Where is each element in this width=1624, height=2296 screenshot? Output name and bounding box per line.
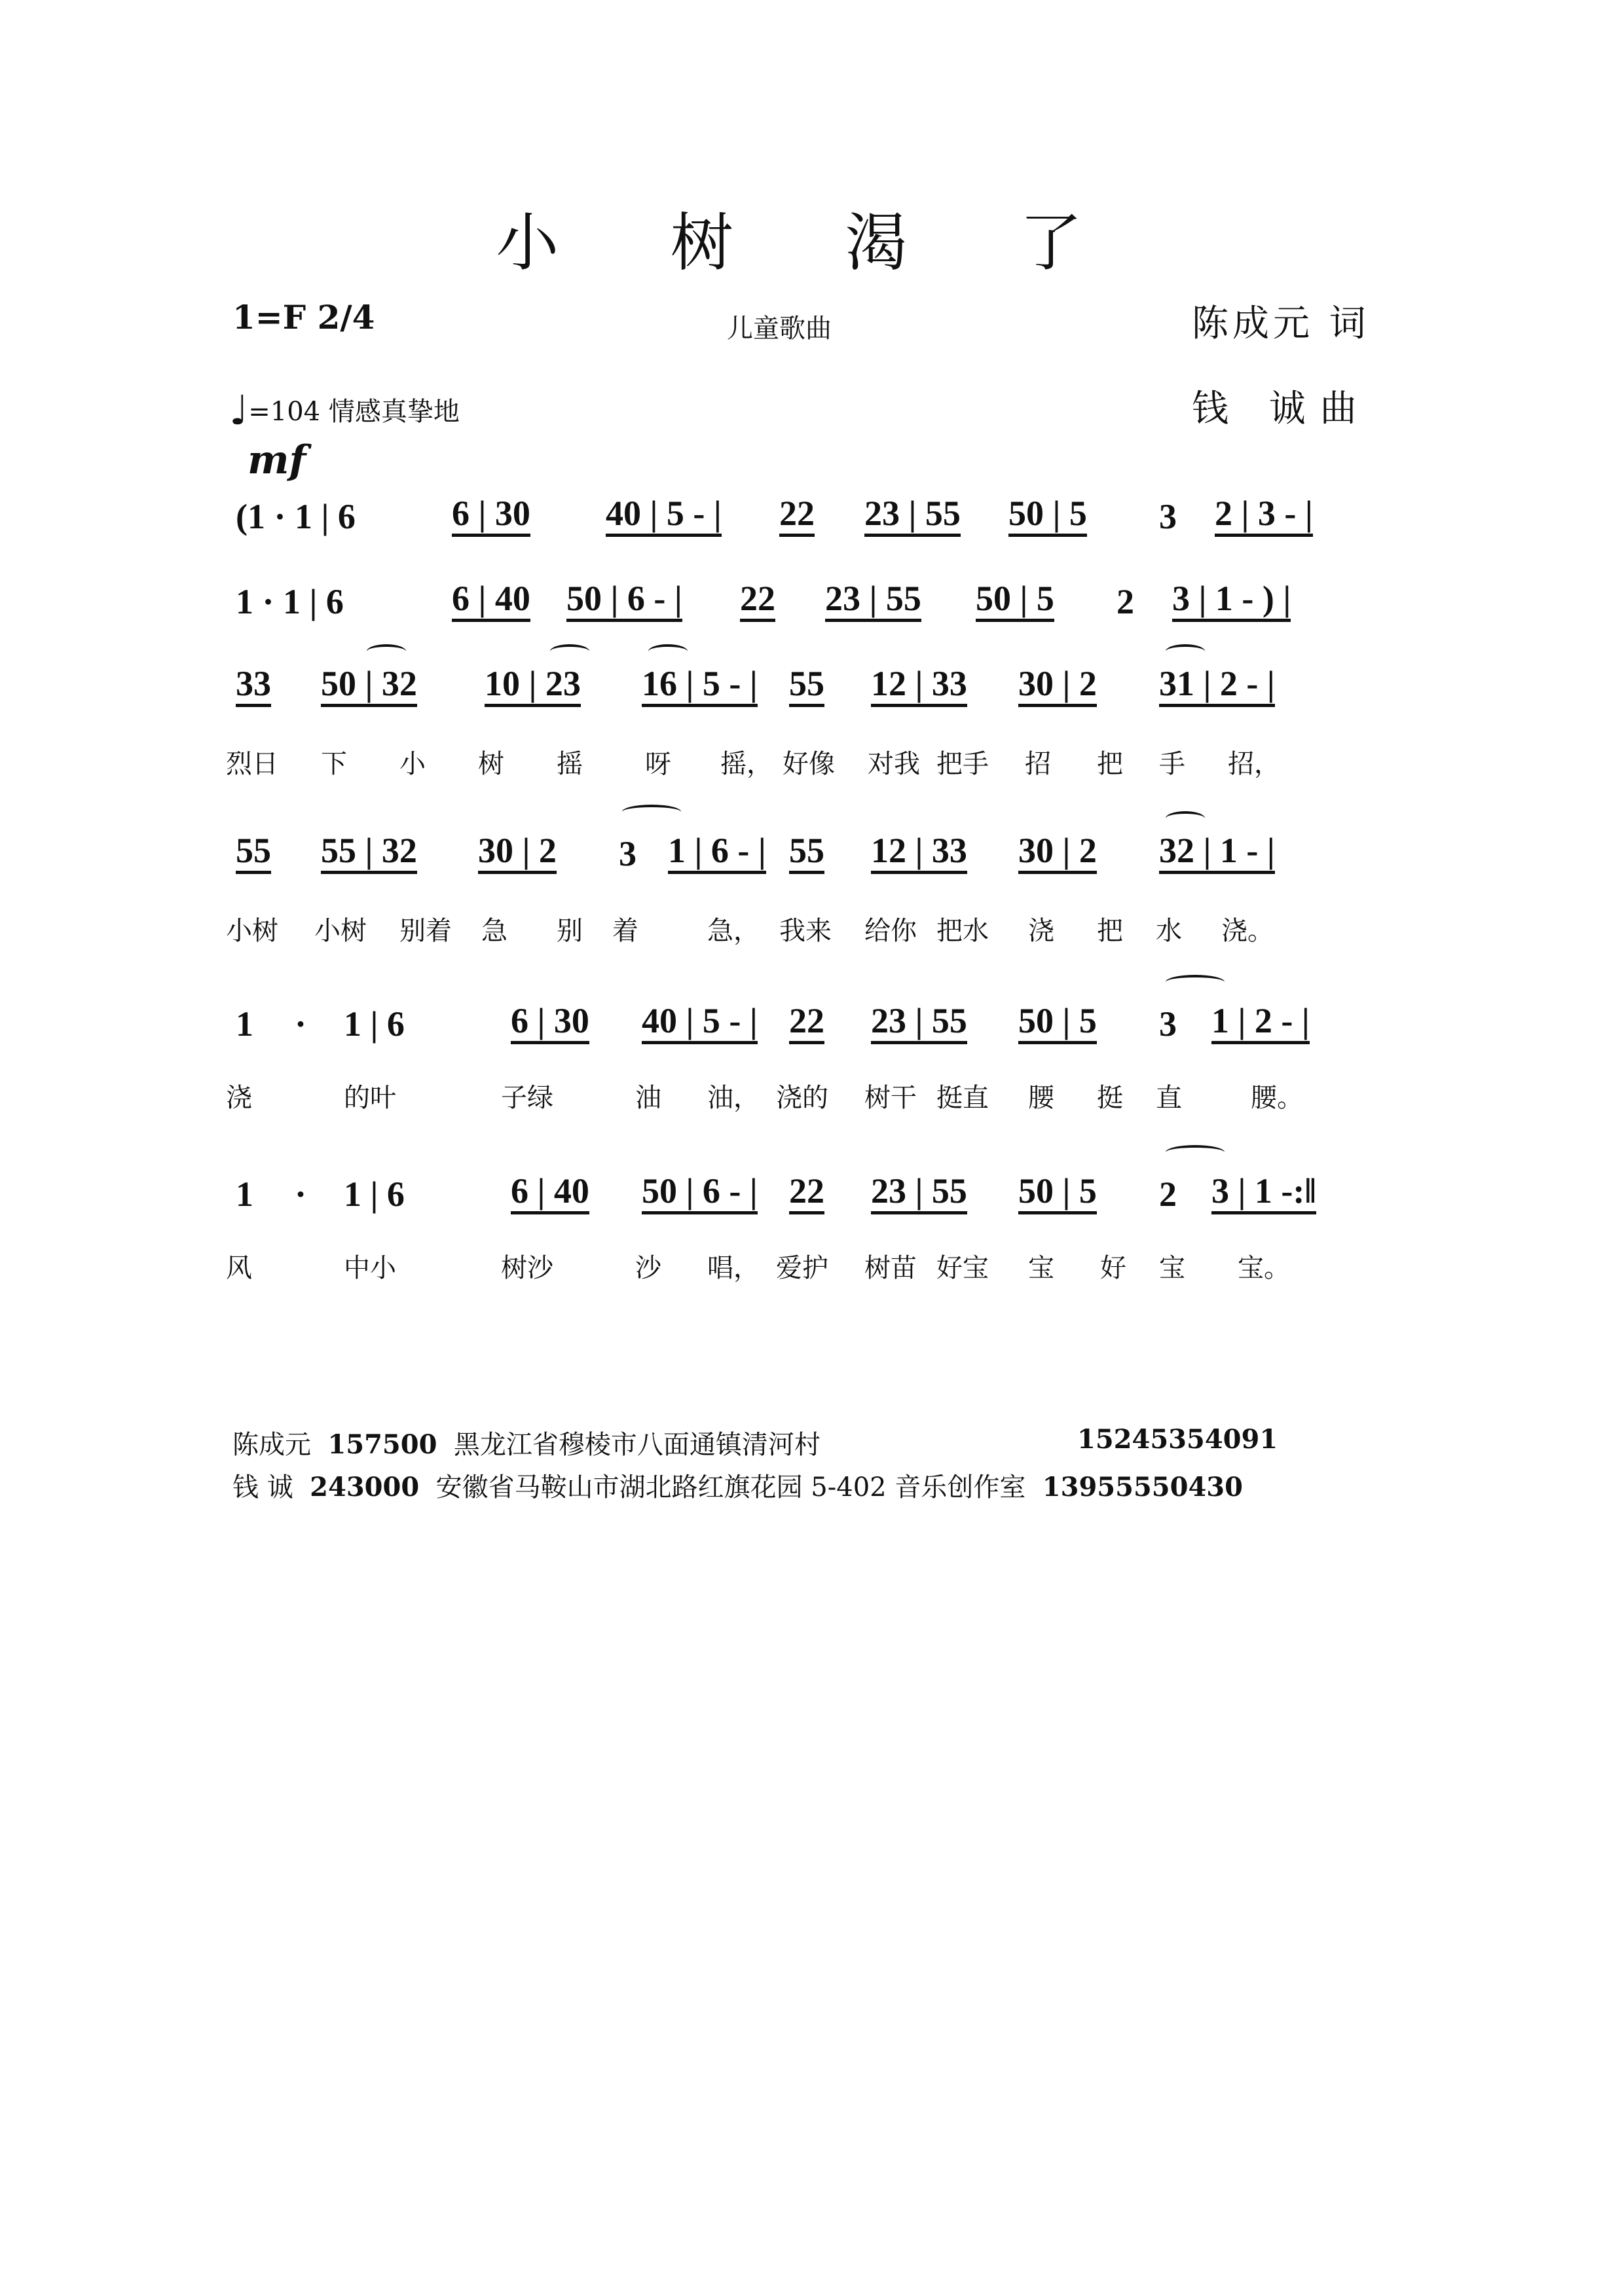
lyrics-verse-4 [226,1247,1378,1286]
lyrics-verse-2 [226,910,1378,949]
lyric-word: 油 [635,1083,661,1113]
score-token: 6 | 40 [452,579,530,622]
score-token: 3 | 1 -:‖ [1211,1172,1316,1214]
score-token: 3 | 1 - ) | [1172,579,1291,622]
lyric-word: 好宝 [936,1253,989,1283]
lyric-word: 浇。 [1221,916,1274,946]
contact-lyricist [232,1424,1278,1461]
slur-mark [550,644,589,659]
score-token: (1 · 1 | 6 [236,497,356,536]
score-token: 3 [1159,1004,1177,1044]
lyric-word: 的叶 [344,1083,396,1113]
score-line-4 [236,809,1375,874]
lyric-word: 招 [1025,749,1051,779]
lyric-word: 把水 [936,916,989,946]
lyric-word: 树干 [864,1083,917,1113]
song-title: 小 树 渴 了 [496,206,1128,280]
score-token: 1 [236,1004,253,1044]
lyric-word: 我来 [779,916,832,946]
score-token: 33 [236,665,271,707]
tempo-value: =104 [248,397,321,427]
score-line-6 [236,1149,1375,1214]
contact-phone: 13955550430 [1042,1472,1243,1503]
lyric-word: 腰 [1028,1083,1054,1113]
lyric-word: 挺直 [936,1083,989,1113]
slur-mark [1166,1145,1225,1159]
score-token: 1 · 1 | 6 [236,582,344,621]
lyric-word: 把 [1097,916,1123,946]
score-token: 50 | 6 - | [642,1172,758,1214]
lyric-word: 呀 [645,749,671,779]
lyric-word: 树 [478,749,504,779]
score-token: 40 | 5 - | [642,1002,758,1044]
score-token: 23 | 55 [825,579,921,622]
score-token: 30 | 2 [478,831,557,874]
score-token: 1 | 6 - | [668,831,766,874]
score-token: 40 | 5 - | [606,494,722,537]
score-token: 3 [1159,497,1177,536]
lyric-word: 小 [399,749,426,779]
score-token: 50 | 6 - | [566,579,682,622]
dynamic-marking: mf [248,437,306,483]
score-token: 30 | 2 [1018,831,1097,874]
score-token: 2 [1159,1175,1177,1214]
score-token: 6 | 30 [452,494,530,537]
lyric-word: 中小 [344,1253,396,1283]
score-token: 1 | 6 [344,1175,405,1214]
lyric-word: 浇 [226,1083,252,1113]
lyrics-verse-3 [226,1077,1378,1116]
tempo-marking [229,386,460,434]
lyric-word: 挺 [1097,1083,1123,1113]
score-token: 16 | 5 - | [642,665,758,707]
lyric-word: 爱护 [776,1253,828,1283]
score-token: 50 | 32 [321,665,417,707]
lyric-word: 别着 [399,916,452,946]
contact-composer [232,1467,1243,1504]
lyricist-credit: 陈成元 词 [1192,302,1370,345]
lyric-word: 下 [321,749,347,779]
score-token: 50 | 5 [976,579,1054,622]
score-token: 1 | 6 [344,1004,405,1044]
lyric-word: 油， [707,1083,760,1113]
lyric-word: 宝 [1159,1253,1185,1283]
score-token: 2 [1116,582,1134,621]
lyric-word: 浇的 [776,1083,828,1113]
contact-phone: 15245354091 [1077,1424,1278,1455]
lyric-word: 手 [1159,749,1185,779]
lyric-word: 别 [557,916,583,946]
score-token: 22 [740,579,775,622]
score-token: · [295,1004,307,1044]
score-token: 3 [619,834,637,873]
lyric-word: 子绿 [501,1083,553,1113]
lyric-word: 风 [226,1253,252,1283]
score-token: 12 | 33 [871,831,967,874]
lyric-word: 沙 [635,1253,661,1283]
lyric-word: 直 [1156,1083,1182,1113]
lyric-word: 宝。 [1238,1253,1290,1283]
lyric-word: 树沙 [501,1253,553,1283]
score-token: 50 | 5 [1008,494,1087,537]
lyrics-verse-1 [226,743,1378,782]
score-token: 1 [236,1175,253,1214]
lyric-word: 宝 [1028,1253,1054,1283]
score-token: 1 | 2 - | [1211,1002,1310,1044]
lyric-word: 好 [1100,1253,1126,1283]
score-token: 10 | 23 [485,665,581,707]
slur-mark [622,805,681,819]
score-token: 22 [789,1002,824,1044]
composer-credit: 钱 诚曲 [1192,388,1371,430]
lyric-word: 着 [612,916,638,946]
lyric-word: 腰。 [1251,1083,1303,1113]
contact-zip: 243000 [310,1472,420,1503]
score-token: 32 | 1 - | [1159,831,1275,874]
score-token: 55 [789,665,824,707]
score-token: 23 | 55 [864,494,961,537]
contact-zip: 157500 [327,1429,437,1460]
lyric-word: 急， [707,916,760,946]
score-token: 12 | 33 [871,665,967,707]
lyric-word: 给你 [864,916,917,946]
key-signature: 1=F 2/4 [232,298,375,337]
score-line-2 [236,556,1375,622]
contact-address: 安徽省马鞍山市湖北路红旗花园 5-402 音乐创作室 [435,1472,1026,1503]
score-line-5 [236,979,1375,1044]
score-token: 6 | 40 [511,1172,589,1214]
lyric-word: 把手 [936,749,989,779]
slur-mark [367,644,406,659]
quarter-note-icon: ♩ [229,386,249,434]
score-token: 22 [789,1172,824,1214]
slur-mark [1166,811,1205,826]
lyric-word: 树苗 [864,1253,917,1283]
score-line-3 [236,642,1375,707]
score-line-1 [236,471,1375,537]
contact-address: 黑龙江省穆棱市八面通镇清河村 [453,1430,821,1460]
score-token: 22 [779,494,815,537]
lyric-word: 对我 [868,749,920,779]
slur-mark [648,644,688,659]
contact-name: 钱 诚 [232,1472,293,1503]
lyric-word: 唱， [707,1253,760,1283]
lyric-word: 摇， [720,749,773,779]
lyric-word: 浇 [1028,916,1054,946]
lyric-word: 小树 [226,916,278,946]
score-token: 2 | 3 - | [1215,494,1313,537]
lyric-word: 急 [481,916,507,946]
score-token: 50 | 5 [1018,1172,1097,1214]
score-token: 31 | 2 - | [1159,665,1275,707]
contact-name: 陈成元 [232,1430,311,1460]
lyric-word: 烈日 [226,749,278,779]
score-token: 55 [236,831,271,874]
score-token: 50 | 5 [1018,1002,1097,1044]
slur-mark [1166,644,1205,659]
score-token: 55 | 32 [321,831,417,874]
score-token: 23 | 55 [871,1002,967,1044]
score-token: 23 | 55 [871,1172,967,1214]
lyric-word: 水 [1156,916,1182,946]
score-token: 55 [789,831,824,874]
lyric-word: 把 [1097,749,1123,779]
lyric-word: 好像 [783,749,835,779]
lyric-word: 小树 [314,916,367,946]
slur-mark [1166,975,1225,989]
lyric-word: 摇 [557,749,583,779]
score-token: 30 | 2 [1018,665,1097,707]
tempo-expression: 情感真挚地 [328,397,460,427]
score-token: · [295,1175,307,1214]
score-token: 6 | 30 [511,1002,589,1044]
lyric-word: 招， [1228,749,1280,779]
genre-label: 儿童歌曲 [727,314,832,344]
